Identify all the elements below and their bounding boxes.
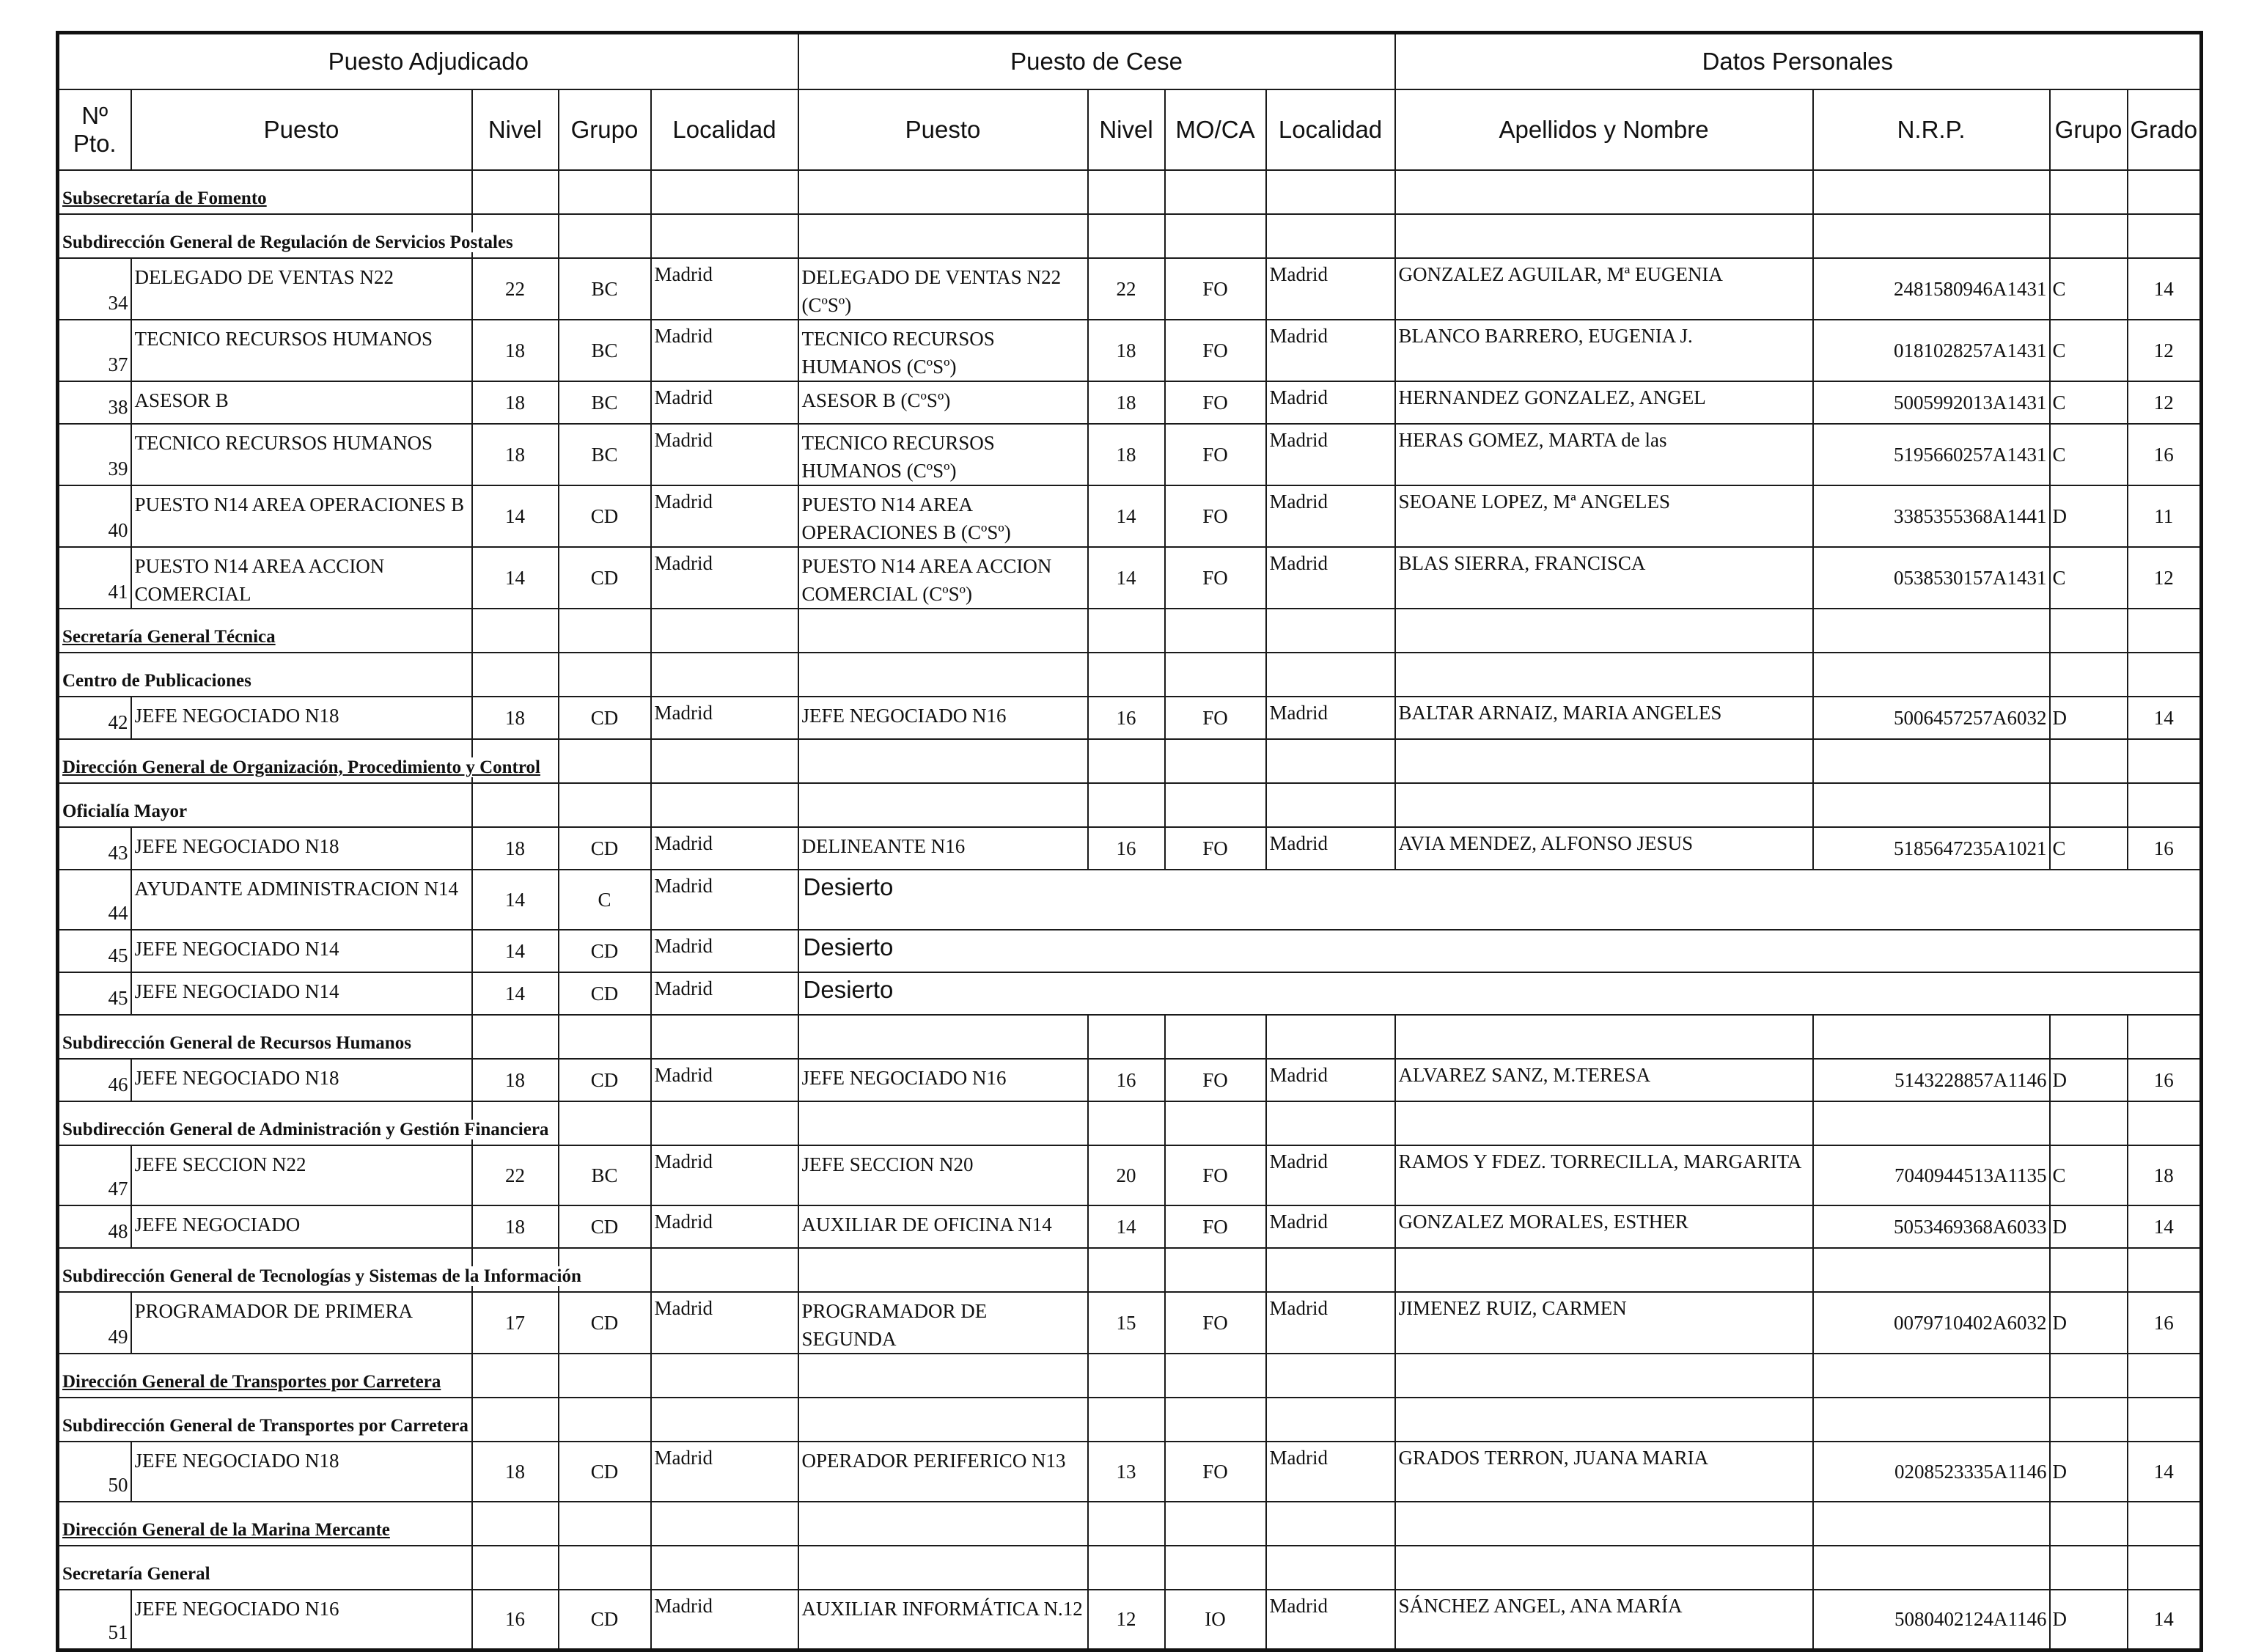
subsection-heading-text: Subdirección General de Administración y Gestión Financiera: [62, 1120, 549, 1139]
table-row: [58, 1442, 2202, 1502]
row-localidad: Madrid: [651, 827, 798, 870]
row-localidad-cese: Madrid: [1266, 258, 1395, 320]
table-row: [58, 1059, 2202, 1101]
row-nrp: 5006457257A6032: [1813, 697, 2050, 739]
row-moca: FO: [1165, 1059, 1266, 1101]
row-grado: 11: [2128, 485, 2202, 547]
section-heading: [58, 609, 472, 653]
row-puesto: JEFE NEGOCIADO N18: [131, 1442, 472, 1502]
table-row: [58, 1292, 2202, 1354]
row-grupo: C: [559, 870, 651, 930]
row-localidad-cese: Madrid: [1266, 1145, 1395, 1205]
row-nrp: 5080402124A1146: [1813, 1590, 2050, 1650]
row-localidad-cese: Madrid: [1266, 320, 1395, 381]
row-puesto-cese: AUXILIAR DE OFICINA N14: [798, 1205, 1088, 1248]
row-nivel: 18: [472, 424, 559, 485]
col-nivel: Nivel: [472, 89, 559, 170]
col-grupo: Grupo: [559, 89, 651, 170]
row-localidad-cese: Madrid: [1266, 697, 1395, 739]
table-row: [58, 320, 2202, 381]
subsection-heading-text: Subdirección General de Recursos Humanos: [62, 1033, 411, 1053]
row-localidad: Madrid: [651, 547, 798, 609]
table-row: [58, 1205, 2202, 1248]
row-localidad-cese: Madrid: [1266, 827, 1395, 870]
row-localidad: Madrid: [651, 697, 798, 739]
row-grupo-personal: C: [2050, 320, 2128, 381]
col-puesto: Puesto: [131, 89, 472, 170]
resolution-table-page: [56, 31, 2199, 1652]
row-grado: 14: [2128, 697, 2202, 739]
row-grupo-personal: D: [2050, 1292, 2128, 1354]
row-localidad-cese: Madrid: [1266, 1059, 1395, 1101]
section-heading-text: Dirección General de la Marina Mercante: [62, 1520, 390, 1540]
row-nombre: SEOANE LOPEZ, Mª ANGELES: [1395, 485, 1813, 547]
row-nrp: 2481580946A1431: [1813, 258, 2050, 320]
row-nombre: GONZALEZ AGUILAR, Mª EUGENIA: [1395, 258, 1813, 320]
row-localidad: Madrid: [651, 258, 798, 320]
row-nombre: GONZALEZ MORALES, ESTHER: [1395, 1205, 1813, 1248]
row-puesto: JEFE NEGOCIADO N14: [131, 930, 472, 972]
row-nrp: 5185647235A1021: [1813, 827, 2050, 870]
row-puesto: JEFE NEGOCIADO N18: [131, 1059, 472, 1101]
adjudication-table: [56, 31, 2203, 1652]
row-puesto-cese: DELINEANTE N16: [798, 827, 1088, 870]
row-grupo-personal: D: [2050, 1059, 2128, 1101]
col-grupo-personal: Grupo: [2050, 89, 2128, 170]
row-puesto: TECNICO RECURSOS HUMANOS: [131, 320, 472, 381]
table-row: [58, 424, 2202, 485]
row-nrp: 0079710402A6032: [1813, 1292, 2050, 1354]
row-moca: FO: [1165, 258, 1266, 320]
row-grupo: CD: [559, 827, 651, 870]
row-grupo-personal: D: [2050, 1442, 2128, 1502]
row-number: 47: [58, 1145, 131, 1205]
row-nivel-cese: 18: [1088, 381, 1165, 424]
row-localidad-cese: Madrid: [1266, 1292, 1395, 1354]
row-nivel: 18: [472, 827, 559, 870]
row-puesto: JEFE NEGOCIADO: [131, 1205, 472, 1248]
table-row: [58, 697, 2202, 739]
row-nivel-cese: 14: [1088, 1205, 1165, 1248]
header-column-row: [58, 89, 2202, 170]
row-grupo: CD: [559, 972, 651, 1015]
row-grupo: CD: [559, 1590, 651, 1650]
row-nivel-cese: 14: [1088, 547, 1165, 609]
row-grupo: CD: [559, 1292, 651, 1354]
row-localidad: Madrid: [651, 1442, 798, 1502]
subsection-heading-text: Secretaría General: [62, 1564, 210, 1584]
row-grado: 16: [2128, 827, 2202, 870]
row-puesto: JEFE NEGOCIADO N18: [131, 697, 472, 739]
col-nivel-cese: Nivel: [1088, 89, 1165, 170]
row-nivel: 18: [472, 1442, 559, 1502]
row-moca: FO: [1165, 697, 1266, 739]
row-number: 50: [58, 1442, 131, 1502]
row-puesto: PUESTO N14 AREA ACCION COMERCIAL: [131, 547, 472, 609]
row-grupo: CD: [559, 1442, 651, 1502]
row-moca: FO: [1165, 1145, 1266, 1205]
row-puesto: AYUDANTE ADMINISTRACION N14: [131, 870, 472, 930]
header-puesto-cese: Puesto de Cese: [798, 33, 1395, 90]
col-apellidos: Apellidos y Nombre: [1395, 89, 1813, 170]
table-row: [58, 870, 2202, 930]
section-heading: [58, 739, 540, 783]
table-row: [58, 1590, 2202, 1650]
col-puesto-cese: Puesto: [798, 89, 1088, 170]
row-nombre: BLAS SIERRA, FRANCISCA: [1395, 547, 1813, 609]
row-number: 34: [58, 258, 131, 320]
row-nivel: 17: [472, 1292, 559, 1354]
row-localidad-cese: Madrid: [1266, 424, 1395, 485]
row-grupo: BC: [559, 381, 651, 424]
row-nombre: HERNANDEZ GONZALEZ, ANGEL: [1395, 381, 1813, 424]
row-puesto-cese: ASESOR B (CºSº): [798, 381, 1088, 424]
row-number: 44: [58, 870, 131, 930]
section-heading: [58, 1502, 472, 1546]
subsection-heading: [58, 1015, 472, 1059]
row-nivel-cese: 18: [1088, 320, 1165, 381]
table-row: [58, 827, 2202, 870]
row-nrp: 5143228857A1146: [1813, 1059, 2050, 1101]
row-moca: FO: [1165, 1442, 1266, 1502]
row-number: 45: [58, 930, 131, 972]
row-nivel-cese: 16: [1088, 697, 1165, 739]
row-grado: 16: [2128, 424, 2202, 485]
row-grupo: CD: [559, 697, 651, 739]
row-nombre: RAMOS Y FDEZ. TORRECILLA, MARGARITA: [1395, 1145, 1813, 1205]
row-localidad-cese: Madrid: [1266, 485, 1395, 547]
row-number: 51: [58, 1590, 131, 1650]
row-number: 49: [58, 1292, 131, 1354]
table-row: [58, 930, 2202, 972]
row-puesto-cese: DELEGADO DE VENTAS N22 (CºSº): [798, 258, 1088, 320]
subsection-heading: [58, 1398, 472, 1442]
row-nivel: 16: [472, 1590, 559, 1650]
table-row: [58, 381, 2202, 424]
subsection-row: [58, 653, 2202, 697]
row-nivel: 18: [472, 1059, 559, 1101]
row-nivel: 14: [472, 972, 559, 1015]
row-moca: FO: [1165, 424, 1266, 485]
row-localidad: Madrid: [651, 1205, 798, 1248]
subsection-row: [58, 1101, 2202, 1145]
row-grado: 14: [2128, 1590, 2202, 1650]
row-grupo: BC: [559, 320, 651, 381]
section-row: [58, 609, 2202, 653]
row-grupo-personal: C: [2050, 424, 2128, 485]
row-grupo-personal: C: [2050, 1145, 2128, 1205]
subsection-heading: [58, 783, 472, 827]
col-n-pto: Nº Pto.: [58, 89, 131, 170]
col-localidad-cese: Localidad: [1266, 89, 1395, 170]
row-nrp: 0208523335A1146: [1813, 1442, 2050, 1502]
subsection-heading-text: Centro de Publicaciones: [62, 671, 251, 691]
row-puesto: DELEGADO DE VENTAS N22: [131, 258, 472, 320]
row-nombre: HERAS GOMEZ, MARTA de las: [1395, 424, 1813, 485]
subsection-row: [58, 1015, 2202, 1059]
row-grupo: CD: [559, 1059, 651, 1101]
row-grado: 12: [2128, 320, 2202, 381]
row-nivel: 14: [472, 870, 559, 930]
row-localidad: Madrid: [651, 972, 798, 1015]
section-heading: [58, 170, 472, 214]
row-nivel-cese: 15: [1088, 1292, 1165, 1354]
row-number: 43: [58, 827, 131, 870]
row-moca: FO: [1165, 1292, 1266, 1354]
row-puesto-cese: JEFE SECCION N20: [798, 1145, 1088, 1205]
subsection-heading-text: Oficialía Mayor: [62, 801, 188, 821]
row-localidad-cese: Madrid: [1266, 381, 1395, 424]
table-row: [58, 258, 2202, 320]
row-grupo: CD: [559, 930, 651, 972]
row-nivel: 18: [472, 697, 559, 739]
row-number: 45: [58, 972, 131, 1015]
row-nivel: 22: [472, 1145, 559, 1205]
row-nombre: JIMENEZ RUIZ, CARMEN: [1395, 1292, 1813, 1354]
row-localidad: Madrid: [651, 1145, 798, 1205]
col-localidad: Localidad: [651, 89, 798, 170]
row-moca: FO: [1165, 485, 1266, 547]
subsection-heading-text: Subdirección General de Tecnologías y Sistemas de la Información: [62, 1266, 581, 1286]
row-grado: 16: [2128, 1059, 2202, 1101]
row-nombre: GRADOS TERRON, JUANA MARIA: [1395, 1442, 1813, 1502]
row-localidad-cese: Madrid: [1266, 1205, 1395, 1248]
row-localidad: Madrid: [651, 381, 798, 424]
row-nrp: 0181028257A1431: [1813, 320, 2050, 381]
row-grupo-personal: D: [2050, 485, 2128, 547]
row-grado: 12: [2128, 381, 2202, 424]
section-row: [58, 1354, 2202, 1398]
row-nombre: BALTAR ARNAIZ, MARIA ANGELES: [1395, 697, 1813, 739]
row-grupo-personal: D: [2050, 697, 2128, 739]
section-heading: [58, 1354, 472, 1398]
row-nombre: AVIA MENDEZ, ALFONSO JESUS: [1395, 827, 1813, 870]
row-puesto-cese: AUXILIAR INFORMÁTICA N.12: [798, 1590, 1088, 1650]
row-puesto: ASESOR B: [131, 381, 472, 424]
col-moca: MO/CA: [1165, 89, 1266, 170]
row-number: 38: [58, 381, 131, 424]
row-moca: FO: [1165, 381, 1266, 424]
row-number: 37: [58, 320, 131, 381]
header-puesto-adjudicado: Puesto Adjudicado: [58, 33, 798, 90]
row-grupo-personal: C: [2050, 381, 2128, 424]
subsection-row: [58, 783, 2202, 827]
row-nrp: 0538530157A1431: [1813, 547, 2050, 609]
row-grupo-personal: C: [2050, 547, 2128, 609]
row-localidad: Madrid: [651, 1590, 798, 1650]
table-row: [58, 1145, 2202, 1205]
row-localidad: Madrid: [651, 320, 798, 381]
row-grupo-personal: D: [2050, 1205, 2128, 1248]
row-nombre: ALVAREZ SANZ, M.TERESA: [1395, 1059, 1813, 1101]
header-group-row: [58, 33, 2202, 90]
row-localidad: Madrid: [651, 1292, 798, 1354]
row-moca: FO: [1165, 320, 1266, 381]
section-row: [58, 739, 2202, 783]
row-moca: FO: [1165, 827, 1266, 870]
row-grado: 14: [2128, 258, 2202, 320]
row-grupo: CD: [559, 485, 651, 547]
section-heading-text: Subsecretaría de Fomento: [62, 188, 267, 208]
row-nivel: 22: [472, 258, 559, 320]
row-number: 40: [58, 485, 131, 547]
row-grupo: BC: [559, 424, 651, 485]
row-puesto: JEFE NEGOCIADO N14: [131, 972, 472, 1015]
row-desierto: Desierto: [798, 930, 2202, 972]
row-moca: FO: [1165, 1205, 1266, 1248]
row-grado: 14: [2128, 1442, 2202, 1502]
row-localidad-cese: Madrid: [1266, 1590, 1395, 1650]
row-nivel: 18: [472, 381, 559, 424]
row-nrp: 5005992013A1431: [1813, 381, 2050, 424]
row-nivel-cese: 20: [1088, 1145, 1165, 1205]
subsection-heading: [58, 653, 472, 697]
row-nivel-cese: 22: [1088, 258, 1165, 320]
row-nivel-cese: 18: [1088, 424, 1165, 485]
row-puesto: JEFE NEGOCIADO N18: [131, 827, 472, 870]
row-localidad: Madrid: [651, 1059, 798, 1101]
row-number: 39: [58, 424, 131, 485]
subsection-row: [58, 1248, 2202, 1292]
row-puesto-cese: PUESTO N14 AREA ACCION COMERCIAL (CºSº): [798, 547, 1088, 609]
row-nivel-cese: 14: [1088, 485, 1165, 547]
row-grupo-personal: D: [2050, 1590, 2128, 1650]
row-nombre: BLANCO BARRERO, EUGENIA J.: [1395, 320, 1813, 381]
row-grupo-personal: C: [2050, 827, 2128, 870]
row-grupo-personal: C: [2050, 258, 2128, 320]
header-datos-personales: Datos Personales: [1395, 33, 2202, 90]
row-puesto: PROGRAMADOR DE PRIMERA: [131, 1292, 472, 1354]
row-nombre: SÁNCHEZ ANGEL, ANA MARÍA: [1395, 1590, 1813, 1650]
row-localidad: Madrid: [651, 930, 798, 972]
row-desierto: Desierto: [798, 870, 2202, 930]
row-grupo: BC: [559, 1145, 651, 1205]
row-grupo: BC: [559, 258, 651, 320]
row-puesto: TECNICO RECURSOS HUMANOS: [131, 424, 472, 485]
row-nivel: 14: [472, 547, 559, 609]
subsection-heading: [58, 1546, 472, 1590]
table-row: [58, 547, 2202, 609]
col-grado: Grado: [2128, 89, 2202, 170]
row-puesto-cese: PUESTO N14 AREA OPERACIONES B (CºSº): [798, 485, 1088, 547]
row-moca: FO: [1165, 547, 1266, 609]
row-nivel: 14: [472, 930, 559, 972]
row-nivel-cese: 16: [1088, 1059, 1165, 1101]
row-nrp: 5195660257A1431: [1813, 424, 2050, 485]
col-nrp: N.R.P.: [1813, 89, 2050, 170]
row-nivel: 18: [472, 1205, 559, 1248]
row-puesto-cese: TECNICO RECURSOS HUMANOS (CºSº): [798, 320, 1088, 381]
row-localidad: Madrid: [651, 870, 798, 930]
row-number: 48: [58, 1205, 131, 1248]
subsection-heading: [58, 1101, 549, 1145]
row-desierto: Desierto: [798, 972, 2202, 1015]
row-grado: 18: [2128, 1145, 2202, 1205]
table-row: [58, 972, 2202, 1015]
section-row: [58, 1502, 2202, 1546]
row-localidad: Madrid: [651, 485, 798, 547]
row-puesto: JEFE NEGOCIADO N16: [131, 1590, 472, 1650]
section-heading-text: Secretaría General Técnica: [62, 627, 276, 647]
row-nrp: 5053469368A6033: [1813, 1205, 2050, 1248]
subsection-heading-text: Subdirección General de Transportes por Carretera: [62, 1416, 468, 1436]
row-grupo: CD: [559, 547, 651, 609]
section-row: [58, 170, 2202, 214]
row-puesto-cese: OPERADOR PERIFERICO N13: [798, 1442, 1088, 1502]
row-nrp: 7040944513A1135: [1813, 1145, 2050, 1205]
subsection-row: [58, 214, 2202, 258]
section-heading-text: Dirección General de Organización, Procedimiento y Control: [62, 757, 540, 777]
row-number: 42: [58, 697, 131, 739]
row-nivel: 14: [472, 485, 559, 547]
row-nivel-cese: 13: [1088, 1442, 1165, 1502]
row-nivel: 18: [472, 320, 559, 381]
row-puesto: PUESTO N14 AREA OPERACIONES B: [131, 485, 472, 547]
row-number: 41: [58, 547, 131, 609]
subsection-row: [58, 1398, 2202, 1442]
row-puesto-cese: PROGRAMADOR DE SEGUNDA: [798, 1292, 1088, 1354]
row-puesto-cese: TECNICO RECURSOS HUMANOS (CºSº): [798, 424, 1088, 485]
subsection-heading: [58, 214, 513, 258]
row-moca: IO: [1165, 1590, 1266, 1650]
row-grupo: CD: [559, 1205, 651, 1248]
row-nrp: 3385355368A1441: [1813, 485, 2050, 547]
table-row: [58, 485, 2202, 547]
row-nivel-cese: 12: [1088, 1590, 1165, 1650]
row-puesto: JEFE SECCION N22: [131, 1145, 472, 1205]
row-grado: 14: [2128, 1205, 2202, 1248]
row-puesto-cese: JEFE NEGOCIADO N16: [798, 697, 1088, 739]
row-localidad: Madrid: [651, 424, 798, 485]
subsection-heading-text: Subdirección General de Regulación de Servicios Postales: [62, 232, 513, 252]
row-grado: 12: [2128, 547, 2202, 609]
subsection-row: [58, 1546, 2202, 1590]
row-nivel-cese: 16: [1088, 827, 1165, 870]
row-localidad-cese: Madrid: [1266, 547, 1395, 609]
row-number: 46: [58, 1059, 131, 1101]
row-localidad-cese: Madrid: [1266, 1442, 1395, 1502]
row-puesto-cese: JEFE NEGOCIADO N16: [798, 1059, 1088, 1101]
section-heading-text: Dirección General de Transportes por Carretera: [62, 1372, 441, 1392]
subsection-heading: [58, 1248, 581, 1292]
row-grado: 16: [2128, 1292, 2202, 1354]
